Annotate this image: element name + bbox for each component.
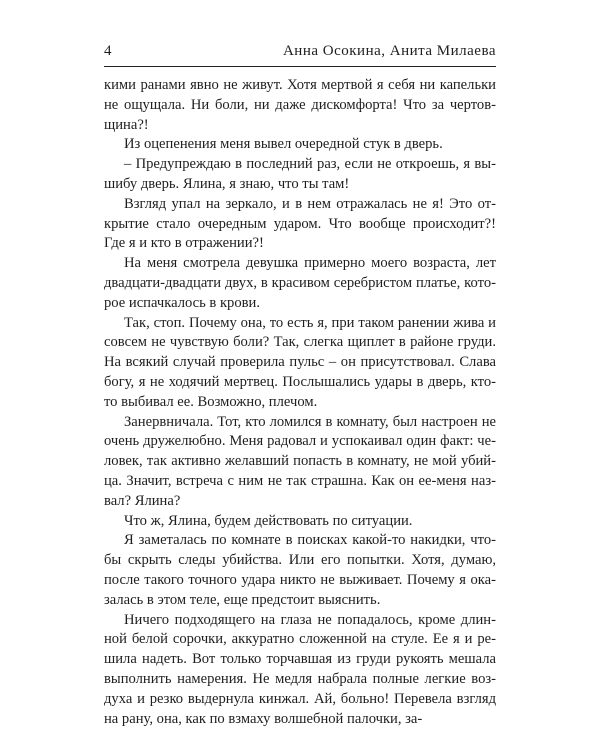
page-number: 4 bbox=[104, 43, 112, 59]
paragraph-10: Ничего подходящего на глаза не попадалось, кроме длинной белой сорочки, аккуратно сложенной на стуле. Ее я и решила надеть. Вот только торчавшая из груди рукоять мешала выполнить намерения. Не медля набрала полные легкие воздуха и резко выдернула кинжал. Ай, больно! Перевела взгляд на рану, она, как по взмаху волшебной палочки, за- bbox=[104, 611, 496, 727]
body-text bbox=[104, 76, 496, 729]
running-head-authors: Анна Осокина, Анита Милаева bbox=[282, 43, 496, 59]
paragraph-4: Взгляд упал на зеркало, и в нем отражалась не я! Это открытие стало очередным ударом. Что вообще происходит?! Где я и кто в отражении?! bbox=[104, 195, 496, 252]
paragraph-2: Из оцепенения меня вывел очередной стук в дверь. bbox=[124, 136, 443, 153]
paragraph-8: Что ж, Ялина, будем действовать по ситуации. bbox=[124, 512, 413, 529]
paragraph-6: Так, стоп. Почему она, то есть я, при таком ранении жива и совсем не чувствую боли? Так, слегка щиплет в районе груди. На всякий случай проверила пульс – он присутствовал. Слава богу, я не ходячий мертвец. Послышались удары в дверь, кто-то выбивал ее. Возможно, плечом. bbox=[104, 314, 496, 410]
header-rule bbox=[104, 66, 496, 67]
paragraph-9: Я заметалась по комнате в поисках какой-то накидки, чтобы скрыть следы убийства. Или его попытки. Хотя, думаю, после такого точного удара никто не выживает. Почему я оказалась в этом теле, еще предстоит выяснить. bbox=[104, 532, 496, 608]
paragraph-5: На меня смотрела девушка примерно моего возраста, лет двадцати-двадцати двух, в красивом серебристом платье, которое испачкалось в крови. bbox=[104, 255, 496, 311]
paragraph-7: Занервничала. Тот, кто ломился в комнату, был настроен не очень дружелюбно. Меня радовал и успокаивал один факт: человек, так активно желавший попасть в комнату, не мой убийца. Значит, встреча с ним не так страшна. Как он ее-меня назвал? Ялина? bbox=[104, 413, 496, 509]
paragraph-1: кими ранами явно не живут. Хотя мертвой я себя ни капельки не ощущала. Ни боли, ни даже дискомфорта! Что за чертовщина?! bbox=[104, 77, 496, 133]
paragraph-3: – Предупреждаю в последний раз, если не откроешь, я вышибу дверь. Ялина, я знаю, что ты там! bbox=[104, 156, 496, 192]
page-header bbox=[104, 40, 496, 62]
